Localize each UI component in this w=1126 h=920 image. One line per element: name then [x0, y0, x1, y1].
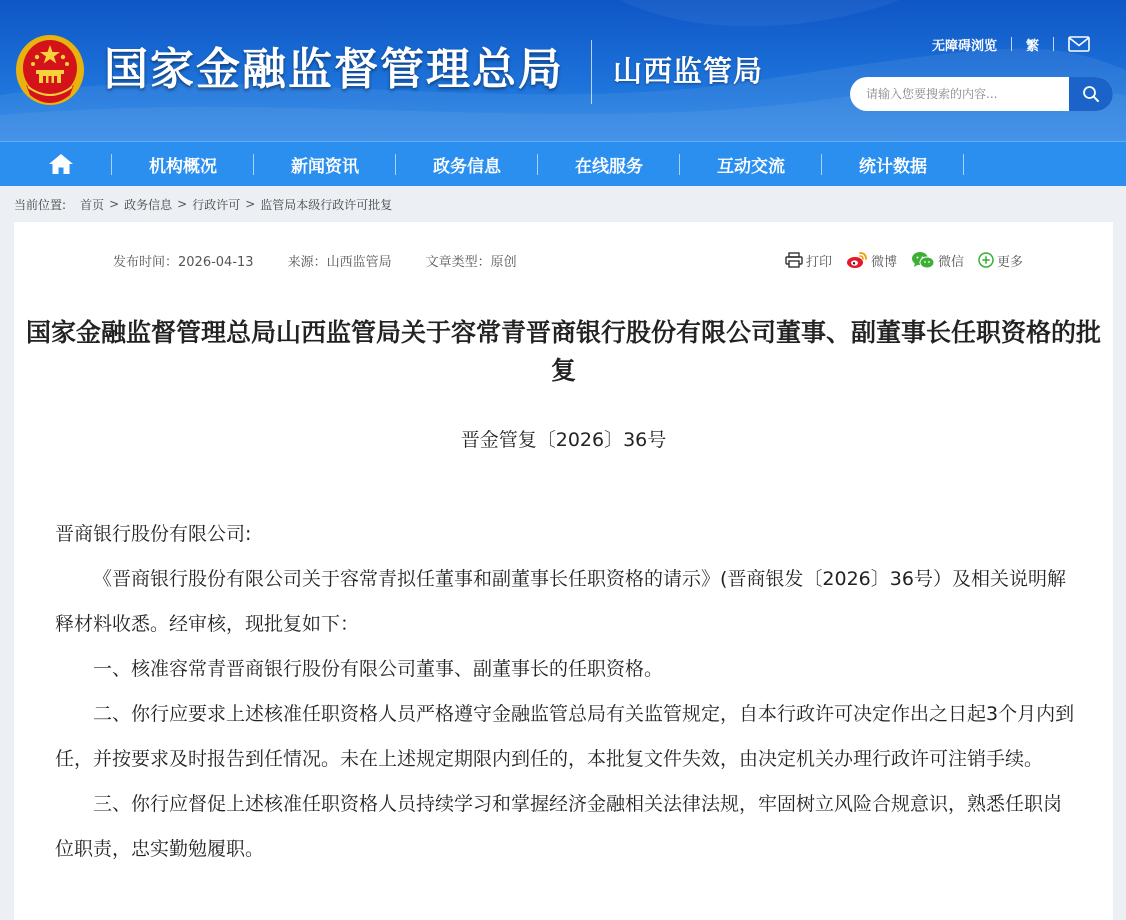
header-banner	[0, 0, 1126, 141]
salutation-paragraph: 晋商银行股份有限公司:	[55, 523, 252, 545]
weibo-icon	[846, 251, 868, 269]
article-source: 来源：山西监管局	[287, 254, 392, 270]
link-separator	[1011, 37, 1012, 51]
breadcrumb-home[interactable]: 首页	[80, 197, 105, 212]
main-nav	[0, 141, 1126, 186]
search-box	[850, 77, 1113, 111]
nav-item-about[interactable]: 机构概况	[112, 142, 254, 187]
body-paragraph: 《晋商银行股份有限公司关于容常青拟任董事和副董事长任职资格的请示》(晋商银发〔2026〕36号）及相关说明解释材料收悉。经审核，现批复如下：	[55, 568, 1066, 635]
nav-item-government-info[interactable]: 政务信息	[396, 142, 538, 187]
breadcrumb-separator: >	[245, 197, 256, 211]
plus-circle-icon	[978, 252, 994, 268]
search-button[interactable]	[1069, 77, 1113, 111]
wechat-label: 微信	[938, 254, 965, 270]
more-share-button[interactable]	[978, 251, 1023, 270]
article-body	[55, 512, 1075, 872]
traditional-chinese-link[interactable]: 繁	[1025, 38, 1039, 54]
search-icon	[1082, 85, 1100, 103]
share-tools	[785, 250, 1037, 270]
breadcrumb-separator: >	[109, 197, 120, 211]
wechat-share-button[interactable]	[911, 251, 964, 270]
body-paragraph: 一、核准容常青晋商银行股份有限公司董事、副董事长的任职资格。	[93, 658, 664, 680]
title-divider	[591, 40, 592, 104]
search-input[interactable]	[850, 77, 1069, 111]
publish-date: 发布时间：2026-04-13	[113, 254, 254, 270]
nav-item-online-services[interactable]: 在线服务	[538, 142, 680, 187]
more-label: 更多	[997, 254, 1024, 270]
breadcrumb	[14, 192, 392, 216]
article-title: 国家金融监督管理总局山西监管局关于容常青晋商银行股份有限公司董事、副董事长任职资格的批复	[25, 318, 1101, 385]
wechat-icon	[911, 251, 935, 269]
weibo-label: 微博	[871, 254, 898, 270]
nav-item-news[interactable]: 新闻资讯	[254, 142, 396, 187]
national-emblem-icon	[14, 33, 86, 107]
article-type: 文章类型：原创	[425, 254, 517, 270]
body-paragraph: 三、你行应督促上述核准任职资格人员持续学习和掌握经济金融相关法律法规，牢固树立风险合规意识，熟悉任职岗位职责，忠实勤勉履职。	[55, 793, 1063, 860]
article-meta	[113, 250, 551, 270]
print-button[interactable]	[785, 251, 832, 270]
breadcrumb-administrative-license[interactable]: 行政许可	[192, 197, 241, 212]
article-panel	[14, 222, 1113, 920]
site-title: 国家金融监督管理总局	[104, 44, 564, 95]
print-label: 打印	[806, 254, 833, 270]
breadcrumb-label: 当前位置:	[14, 197, 67, 212]
body-paragraph: 二、你行应要求上述核准任职资格人员严格遵守金融监管总局有关监管规定，自本行政许可决定作出之日起3个月内到任，并按要求及时报告到任情况。未在上述规定期限内到任的，本批复文件失效，由决定机关办理行政许可注销手续。	[55, 703, 1075, 770]
breadcrumb-government-info[interactable]: 政务信息	[124, 197, 173, 212]
breadcrumb-current[interactable]: 监管局本级行政许可批复	[260, 197, 393, 212]
nav-item-interaction[interactable]: 互动交流	[680, 142, 822, 187]
nav-item-statistics[interactable]: 统计数据	[822, 142, 964, 187]
document-number: 晋金管复〔2026〕36号	[460, 429, 667, 451]
weibo-share-button[interactable]	[846, 251, 897, 270]
breadcrumb-separator: >	[177, 197, 188, 211]
link-separator	[1053, 37, 1054, 51]
top-links	[932, 34, 1090, 54]
mail-icon[interactable]	[1068, 36, 1090, 52]
accessible-browsing-link[interactable]: 无障碍浏览	[931, 38, 997, 54]
nav-home[interactable]	[30, 142, 112, 187]
home-icon	[48, 153, 74, 175]
printer-icon	[785, 252, 803, 268]
branch-title: 山西监管局	[613, 54, 764, 88]
